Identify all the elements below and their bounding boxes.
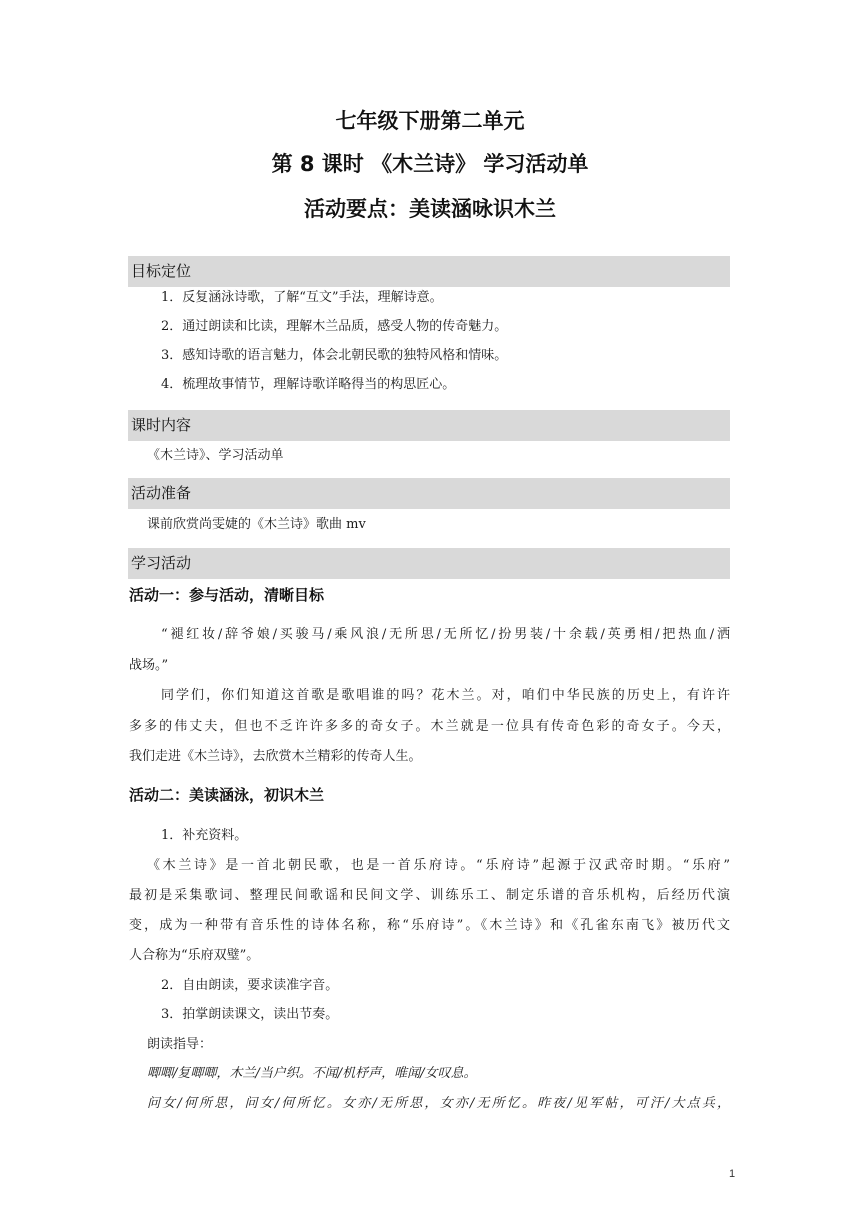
section-band-goals: 目标定位 [128, 256, 730, 287]
activity-2-step-1: 1．补充资料。 [161, 828, 248, 843]
section-band-content: 课时内容 [128, 410, 730, 441]
activity-2-para-line-2: 最初是采集歌词、整理民间歌谣和民间文学、训练乐工、制定乐谱的音乐机构，后经历代演 [129, 888, 730, 903]
activity-2-para-line-4: 人合称为“乐府双璧”。 [129, 948, 260, 963]
activity-2-step-2: 2．自由朗读，要求读准字音。 [161, 978, 339, 993]
goal-item-4: 4．梳理故事情节，理解诗歌详略得当的构思匠心。 [161, 377, 456, 392]
page-number: 1 [728, 1168, 736, 1180]
prep-text: 课前欣赏尚雯婕的《木兰诗》歌曲 mv [147, 517, 366, 532]
reading-guide-label: 朗读指导： [147, 1037, 213, 1052]
activity-1-para-line-1: 同学们，你们知道这首歌是歌唱谁的吗？花木兰。对，咱们中华民族的历史上，有许许 [161, 688, 730, 703]
activity-2-heading: 活动二：美读涵泳，初识木兰 [129, 786, 325, 804]
activity-1-song-line-2: 战场。” [129, 658, 169, 673]
activity-1-heading: 活动一：参与活动，清晰目标 [129, 586, 325, 604]
goal-item-3: 3．感知诗歌的语言魅力，体会北朝民歌的独特风格和情味。 [161, 348, 508, 363]
goal-item-2: 2．通过朗读和比读，理解木兰品质，感受人物的传奇魅力。 [161, 319, 508, 334]
activity-1-song-line-1: “褪红妆/辞爷娘/买骏马/乘风浪/无所思/无所忆/扮男装/十余载/英勇相/把热血/洒 [161, 627, 730, 642]
goal-item-1: 1．反复涵泳诗歌，了解“互文”手法，理解诗意。 [161, 290, 443, 305]
activity-2-step-3: 3．拍掌朗读课文，读出节奏。 [161, 1007, 339, 1022]
section-band-activities: 学习活动 [128, 548, 730, 579]
poem-line-2: 问女/何所思，问女/何所忆。女亦/无所思，女亦/无所忆。昨夜/见军帖，可汗/大点兵， [147, 1096, 730, 1111]
unit-title: 七年级下册第二单元 [335, 109, 525, 133]
activity-focus-title: 活动要点：美读涵咏识木兰 [304, 197, 556, 221]
poem-line-1: 唧唧/复唧唧，木兰/当户织。不闻/机杼声，唯闻/女叹息。 [147, 1066, 477, 1081]
content-text: 《木兰诗》、学习活动单 [147, 448, 284, 463]
activity-1-para-line-2: 多多的伟丈夫，但也不乏许许多多的奇女子。木兰就是一位具有传奇色彩的奇女子。今天， [129, 719, 730, 734]
activity-1-para-line-3: 我们走进《木兰诗》，去欣赏木兰精彩的传奇人生。 [129, 749, 422, 764]
section-band-prep: 活动准备 [128, 478, 730, 509]
activity-2-para-line-3: 变，成为一种带有音乐性的诗体名称，称“乐府诗”。《木兰诗》和《孔雀东南飞》被历代文 [129, 918, 730, 933]
activity-2-para-line-1: 《木兰诗》是一首北朝民歌，也是一首乐府诗。“乐府诗”起源于汉武帝时期。“乐府” [147, 858, 730, 873]
lesson-title: 第 8 课时 《木兰诗》 学习活动单 [271, 152, 589, 176]
